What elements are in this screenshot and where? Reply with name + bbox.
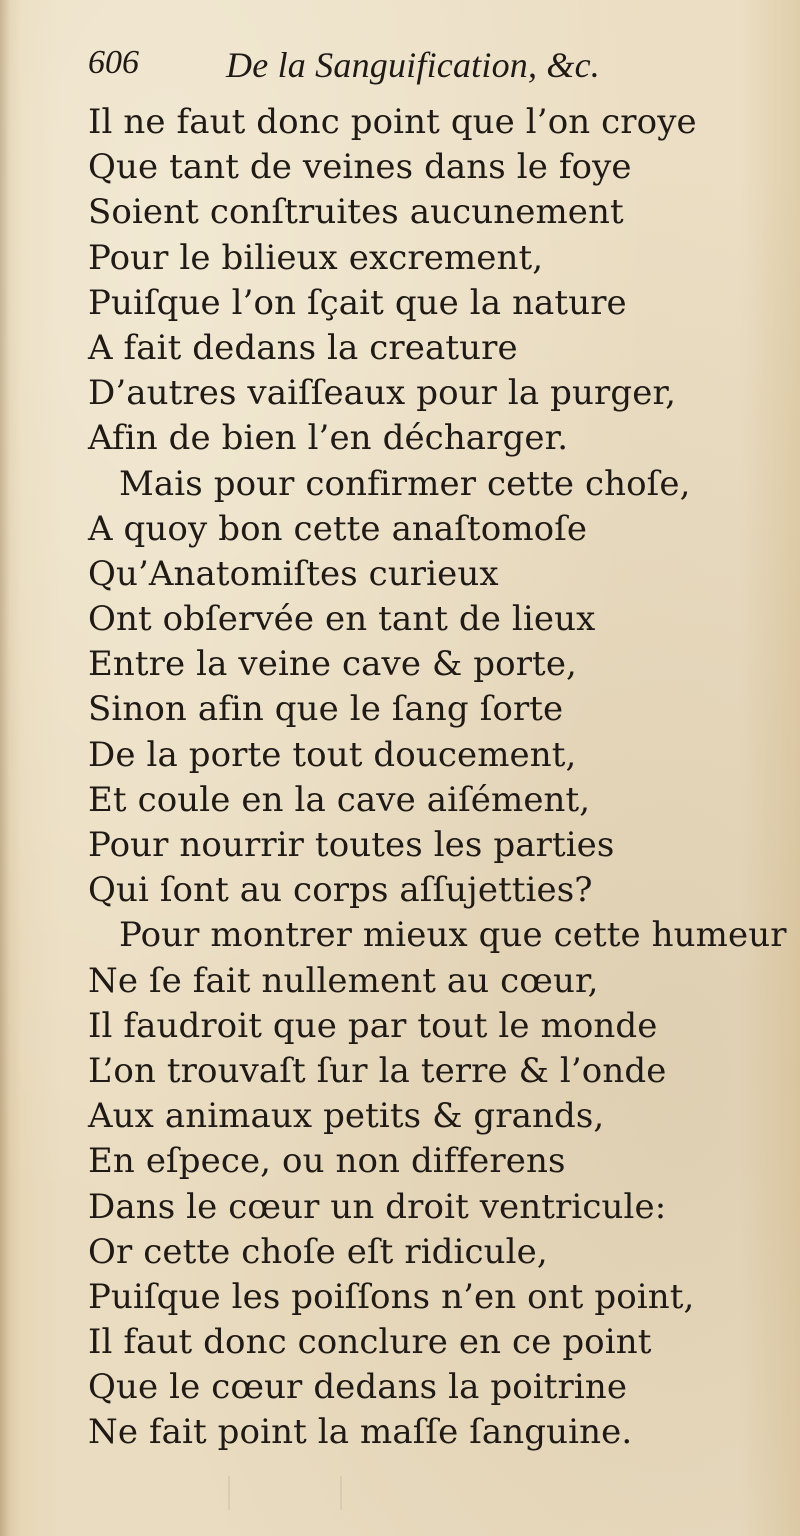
poem-line: Mais pour confirmer cette choſe, bbox=[119, 463, 691, 504]
poem-line: Que le cœur dedans la poitrine bbox=[88, 1367, 628, 1408]
paper-bleedthrough-mark bbox=[228, 1476, 342, 1510]
poem-line: Pour le bilieux excrement, bbox=[88, 237, 544, 278]
poem-line: Puiſque l’on ſçait que la nature bbox=[88, 282, 627, 323]
poem-line: Que tant de veines dans le foye bbox=[88, 147, 632, 188]
poem-line: Entre la veine cave & porte, bbox=[88, 644, 577, 685]
poem-line: Il faut donc conclure en ce point bbox=[88, 1322, 652, 1363]
page-number: 606 bbox=[88, 44, 139, 81]
poem-line: Ne ſe fait nullement au cœur, bbox=[88, 960, 599, 1001]
page-header bbox=[88, 44, 688, 104]
poem-line: Afin de bien l’en décharger. bbox=[88, 418, 569, 459]
poem-line: Il faudroit que par tout le monde bbox=[88, 1005, 658, 1046]
poem-line: Ne fait point la maſſe ſanguine. bbox=[88, 1412, 633, 1453]
poem-line: Et coule en la cave aiſément, bbox=[88, 779, 591, 820]
poem-text-block bbox=[88, 100, 787, 1456]
poem-line: Soient conſtruites aucunement bbox=[88, 192, 624, 233]
poem-line: Puiſque les poiſſons n’en ont point, bbox=[88, 1276, 695, 1317]
poem-line: De la porte tout doucement, bbox=[88, 734, 577, 775]
poem-line: Or cette choſe eſt ridicule, bbox=[88, 1231, 548, 1272]
running-title: De la Sanguification, &c. bbox=[226, 45, 600, 85]
poem-line: En eſpece, ou non differens bbox=[88, 1141, 566, 1182]
poem-line: Ont obſervée en tant de lieux bbox=[88, 599, 596, 640]
poem-line: Pour montrer mieux que cette humeur bbox=[119, 915, 787, 956]
poem-line: Il ne faut donc point que l’on croye bbox=[88, 102, 697, 142]
poem-line: Pour nourrir toutes les parties bbox=[88, 825, 615, 865]
poem-line: L’on trouvaſt ſur la terre & l’onde bbox=[88, 1050, 667, 1091]
poem-line: A fait dedans la creature bbox=[88, 327, 518, 368]
poem-line: Qu’Anatomiſtes curieux bbox=[88, 553, 499, 594]
poem-line: A quoy bon cette anaſtomoſe bbox=[88, 508, 588, 549]
poem-line: Sinon afin que le ſang ſorte bbox=[88, 689, 564, 730]
poem-line: Dans le cœur un droit ventricule: bbox=[88, 1186, 667, 1227]
poem-line: Qui ſont au corps aſſujetties? bbox=[88, 870, 593, 911]
poem-line: Aux animaux petits & grands, bbox=[88, 1096, 605, 1137]
poem-line: D’autres vaiſſeaux pour la purger, bbox=[88, 373, 676, 414]
